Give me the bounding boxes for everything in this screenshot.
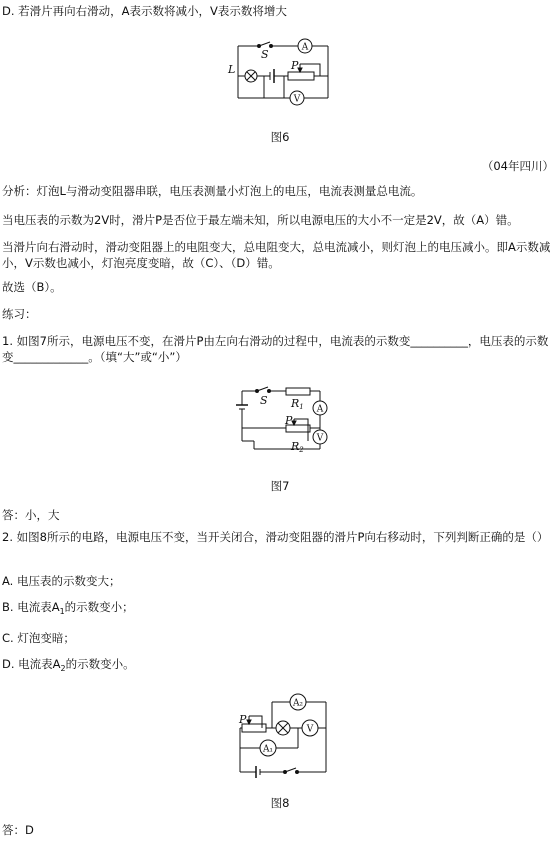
fig7-r2-sub: 2 [299, 446, 304, 454]
source-note: （04年四川） [481, 159, 554, 173]
question-1-text: 1. 如图7所示，电源电压不变，在滑片P由左向右滑动的过程中，电流表的示数变__________，电压表的示数变_____________。（填“大”或“小”） [2, 334, 549, 364]
fig6-ammeter-label: A [301, 42, 309, 53]
question-2-text: 2. 如图8所示的电路，电源电压不变，当开关闭合，滑动变阻器的滑片P向右移动时，下列判断正确的是（） [2, 530, 549, 544]
figure-6-caption: 图6 [270, 130, 290, 144]
fig6-lamp-label: L [228, 63, 236, 76]
fig7-r2-label: R [291, 440, 300, 453]
figure-8-caption: 图8 [270, 796, 290, 810]
question-1-answer: 答：小，大 [2, 508, 60, 522]
fig7-ammeter-label: A [316, 404, 324, 415]
option-a: A. 电压表的示数变大； [2, 574, 121, 588]
analysis-p4: 故选（B）。 [2, 280, 62, 294]
fig7-r1-sub: 1 [299, 403, 304, 411]
fig7-r1-label: R [291, 397, 300, 410]
fig8-voltmeter-label: V [306, 724, 314, 735]
figure-6-circuit [228, 38, 338, 110]
svg-text:R2 [290, 440, 304, 454]
option-c: C. 灯泡变暗； [2, 631, 75, 645]
fig8-slider-label: P [239, 713, 247, 726]
fig6-switch-label: S [261, 48, 269, 61]
analysis-p1: 分析：灯泡L与滑动变阻器串联，电压表测量小灯泡上的电压，电流表测量总电流。 [2, 184, 423, 198]
option-d-previous: D. 若滑片再向右滑动，A表示数将减小，V表示数将增大 [2, 4, 287, 18]
fig7-slider-label: P [285, 414, 293, 427]
option-d: D. 电流表$A_2$的示数变小。 [2, 657, 135, 673]
fig7-switch-label: S [260, 394, 268, 407]
fig7-voltmeter-label: V [316, 433, 324, 444]
figure-7-caption: 图7 [270, 479, 290, 493]
practice-title: 练习： [2, 307, 37, 321]
analysis-p2: 当电压表的示数为2V时，滑片P是否位于最左端未知，所以电源电压的大小不一定是2V，故（A）错。 [2, 213, 519, 227]
fig8-a2-label: A₂ [292, 698, 304, 709]
question-2-answer: 答：D [2, 823, 34, 837]
fig8-a1-label: A₁ [262, 744, 274, 755]
analysis-p3: 当滑片向右滑动时，滑动变阻器上的电阻变大，总电阻变大，总电流减小，则灯泡上的电压减小。即A示数减小，V示数也减小，灯泡亮度变暗，故（C）、（D）错。 [2, 240, 551, 270]
svg-text:R1 [290, 397, 304, 411]
figure-7-circuit [234, 387, 334, 459]
figure-8-circuit [232, 690, 332, 776]
option-b: B. 电流表$A_1$的示数变小； [2, 600, 134, 616]
fig6-slider-label: P [291, 59, 299, 72]
fig6-voltmeter-label: V [293, 94, 301, 105]
